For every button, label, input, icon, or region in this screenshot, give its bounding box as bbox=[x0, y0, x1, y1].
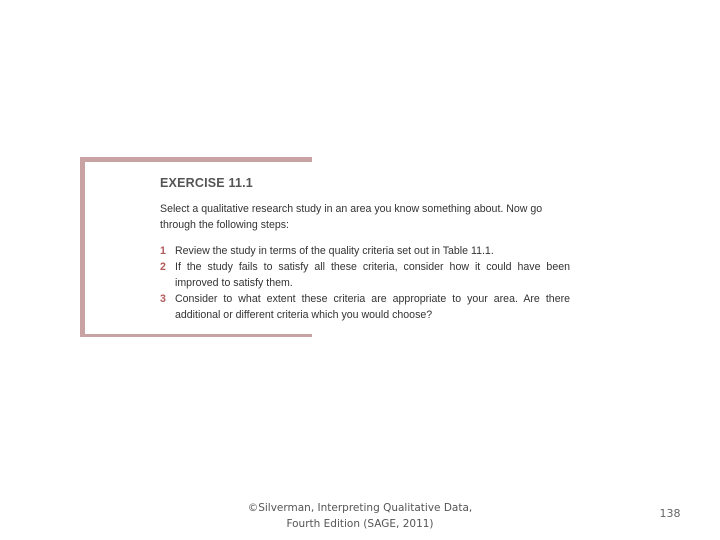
exercise-content bbox=[160, 175, 570, 323]
step-number: 1 bbox=[160, 245, 166, 257]
step-text: If the study fails to satisfy all these criteria, consider how it could have been improved to satisfy them. bbox=[175, 261, 570, 289]
footer-citation bbox=[215, 500, 505, 532]
step-text: Consider to what extent these criteria are appropriate to your area. Are there additional or different criteria which you would choose? bbox=[175, 293, 570, 321]
page-number: 138 bbox=[659, 507, 681, 520]
citation-line-2: Fourth Edition (SAGE, 2011) bbox=[286, 518, 434, 530]
citation-line-1: ©Silverman, Interpreting Qualitative Data, bbox=[247, 502, 473, 514]
exercise-intro: Select a qualitative research study in an area you know something about. Now go through the following steps: bbox=[160, 203, 543, 231]
exercise-step-2 bbox=[160, 259, 570, 291]
step-number: 3 bbox=[160, 293, 166, 305]
step-number: 2 bbox=[160, 261, 166, 273]
exercise-step-1 bbox=[160, 243, 570, 259]
exercise-heading: EXERCISE 11.1 bbox=[160, 176, 253, 190]
step-text: Review the study in terms of the quality criteria set out in Table 11.1. bbox=[175, 245, 494, 257]
exercise-steps-list bbox=[160, 243, 570, 323]
exercise-step-3 bbox=[160, 291, 570, 323]
